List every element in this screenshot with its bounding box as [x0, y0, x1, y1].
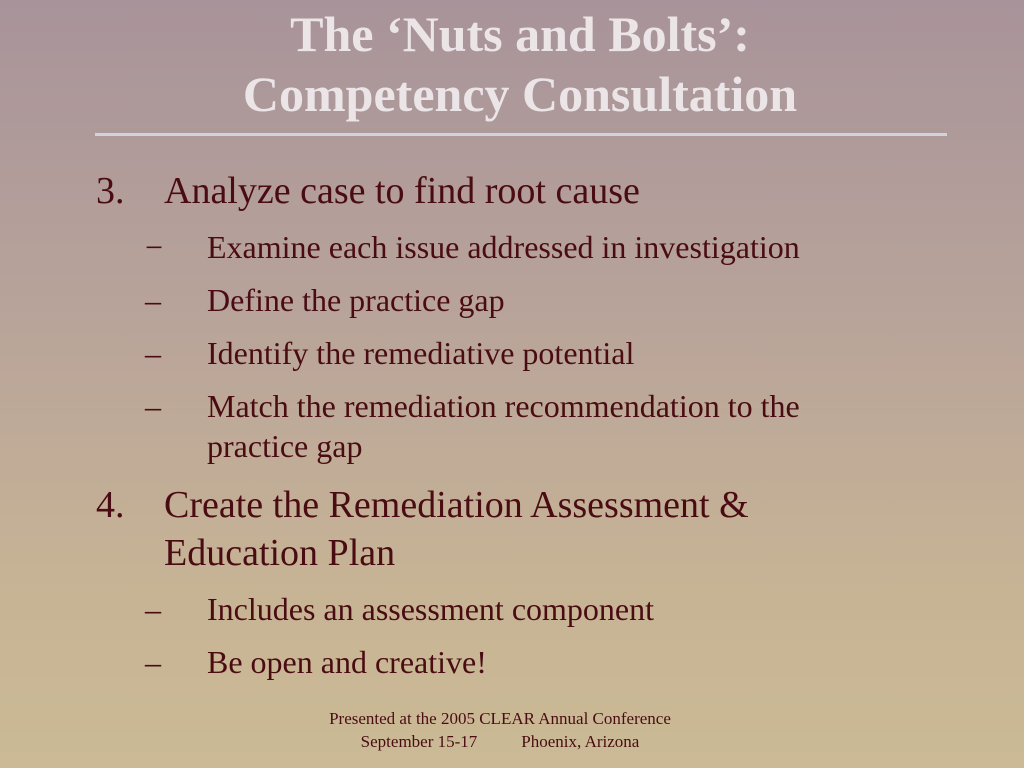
list-item-text: Analyze case to find root cause [164, 170, 640, 212]
slide-footer [0, 707, 1000, 753]
sub-item-text: Define the practice gap [207, 282, 505, 318]
sub-item-text: Be open and creative! [207, 644, 487, 680]
sub-item-text-continued: practice gap [207, 428, 363, 464]
list-item-text: Create the Remediation Assessment & [164, 484, 749, 526]
sub-item-text: Identify the remediative potential [207, 335, 635, 371]
dash-marker: − [145, 229, 164, 265]
title-line-1: The ‘Nuts and Bolts’: [290, 6, 750, 62]
title-line-2: Competency Consultation [242, 66, 798, 122]
list-marker: 4. [96, 484, 125, 526]
dash-marker: – [145, 335, 161, 371]
list-marker: 3. [96, 170, 125, 212]
sub-item-text: Includes an assessment component [207, 591, 654, 627]
dash-marker: – [145, 644, 161, 680]
sub-item-text: Examine each issue addressed in investigation [207, 229, 800, 265]
footer-dates: September 15-17 [360, 732, 478, 751]
dash-marker: – [145, 388, 161, 424]
title-divider [95, 133, 947, 136]
dash-marker: – [145, 282, 161, 318]
footer-conference: Presented at the 2005 CLEAR Annual Conference [329, 709, 671, 728]
footer-details [0, 730, 1000, 753]
dash-marker: – [145, 591, 161, 627]
slide-title [0, 4, 1024, 124]
footer-location: Phoenix, Arizona [521, 732, 640, 751]
sub-item-text: Match the remediation recommendation to the [207, 388, 800, 424]
list-item-text-continued: Education Plan [164, 532, 396, 574]
